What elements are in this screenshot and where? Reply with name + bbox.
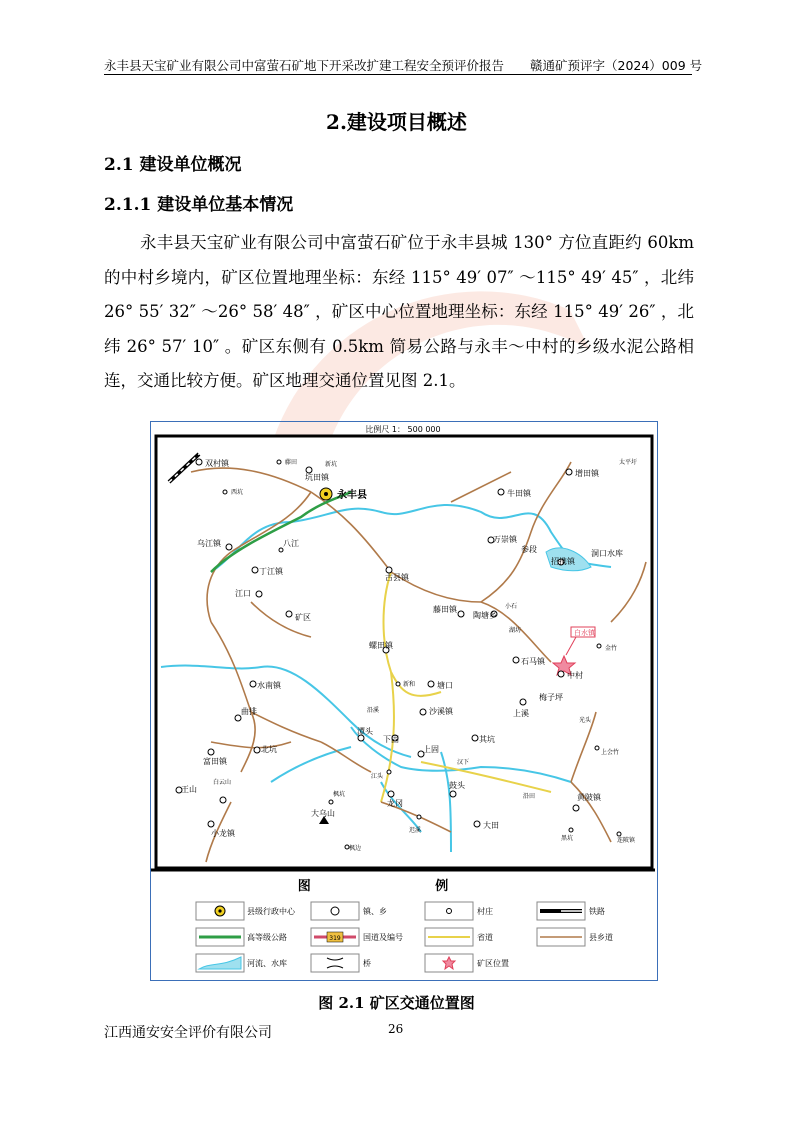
town-label: 江头 bbox=[371, 773, 384, 780]
town-label: 八江 bbox=[283, 539, 299, 548]
town-label: 小石 bbox=[505, 603, 518, 610]
legend-label: 县乡道 bbox=[589, 933, 613, 942]
town-label: 小龙镇 bbox=[211, 829, 235, 838]
legend-label: 国道及编号 bbox=[363, 933, 403, 942]
body-paragraph: 永丰县天宝矿业有限公司中富萤石矿位于永丰县城 130° 方位直距约 60km 的中村乡境内，矿区位置地理坐标：东经 115° 49′ 07″ ～115° 49′ 45″ ，北纬 26° 55′ 32″ ～26° 58′ 48″ ，矿区中心位置地理坐标：东经 115° 49′ 26″ ，北纬 26° 57′ 10″ 。矿区东侧有 0.5km 简易公路与永丰～中村的乡级水泥公路相连，交通比较方便。矿区地理交通位置见图 2.1。 bbox=[104, 233, 694, 390]
footer-company: 江西通安安全评价有限公司 bbox=[104, 1025, 272, 1041]
legend-label: 县级行政中心 bbox=[247, 907, 295, 916]
town-label: 新和 bbox=[403, 681, 416, 688]
subsection-title: 2.1.1 建设单位基本情况 bbox=[104, 195, 294, 215]
town-label: 塘口 bbox=[437, 681, 453, 690]
town-label: 陶塘乡 bbox=[473, 611, 497, 620]
town-label: 螺田镇 bbox=[369, 641, 393, 650]
legend-label: 桥 bbox=[363, 959, 371, 968]
header-rule bbox=[104, 74, 692, 75]
county-seat-marker bbox=[320, 488, 332, 500]
legend-label: 村庄 bbox=[477, 907, 493, 916]
town-label: 鼓头 bbox=[449, 781, 465, 790]
town-label: 中村 bbox=[567, 671, 583, 680]
town-label: 连陂镇 bbox=[617, 837, 636, 844]
town-label: 光头 bbox=[579, 717, 592, 724]
town-label: 潭头 bbox=[357, 727, 373, 736]
legend-title: 图 例 bbox=[297, 879, 509, 894]
town-label: 江口 bbox=[235, 589, 251, 598]
town-label: 白云山 bbox=[213, 779, 232, 786]
town-label: 上会竹 bbox=[601, 749, 620, 756]
header-doc-number: 赣通矿预评字（2024）009 号 bbox=[530, 58, 703, 73]
legend-label: 镇、乡 bbox=[363, 907, 387, 916]
town-label: 双村镇 bbox=[205, 459, 229, 468]
town-label: 富田镇 bbox=[203, 757, 227, 766]
town-label: 沿溪 bbox=[367, 707, 380, 714]
town-label: 西坑 bbox=[231, 489, 244, 496]
town-label: 乌江镇 bbox=[197, 539, 221, 548]
town-label: 金竹 bbox=[605, 645, 618, 652]
town-label: 枫坑 bbox=[333, 791, 346, 798]
town-label: 上溪 bbox=[513, 709, 529, 718]
legend-label: 铁路 bbox=[589, 907, 605, 916]
town-label: 下固 bbox=[383, 735, 399, 744]
town-label: 石马镇 bbox=[521, 657, 545, 666]
town-label: 古县镇 bbox=[385, 573, 409, 582]
town-label: 曲排 bbox=[241, 707, 257, 716]
legend-label: 河流、水库 bbox=[247, 959, 287, 968]
legend bbox=[196, 902, 613, 972]
section-title: 2.1 建设单位概况 bbox=[104, 155, 242, 175]
town-label: 万崇镇 bbox=[493, 535, 517, 544]
town-label: 大乌山 bbox=[311, 809, 335, 818]
town-label: 沙溪镇 bbox=[429, 707, 453, 716]
town-label: 太平圩 bbox=[619, 459, 638, 466]
town-label: 藤田 bbox=[285, 459, 298, 466]
town-label: 迟溪 bbox=[409, 827, 422, 834]
map-scale: 比例尺 1： 500 000 bbox=[365, 425, 441, 434]
town-label: 牛田镇 bbox=[507, 489, 531, 498]
town-label: 新坑 bbox=[325, 461, 338, 468]
town-label: 洞口水库 bbox=[591, 549, 623, 558]
town-label: 龙冈 bbox=[387, 799, 403, 808]
town-label: 水南镇 bbox=[257, 681, 281, 690]
town-label: 北坑 bbox=[261, 745, 277, 754]
town-label: 上固 bbox=[423, 745, 439, 754]
town-label: 湖坊 bbox=[509, 627, 522, 634]
mine-label: 白水镇 bbox=[574, 629, 595, 637]
town-label: 丁江镇 bbox=[259, 567, 283, 576]
town-label: 坑田镇 bbox=[305, 473, 329, 482]
county-label: 永丰县 bbox=[337, 490, 367, 501]
header-title: 永丰县天宝矿业有限公司中富萤石矿地下开采改扩建工程安全预评价报告 bbox=[104, 58, 505, 73]
legend-label: 矿区位置 bbox=[477, 959, 509, 968]
town-label: 梅子坪 bbox=[539, 693, 563, 702]
figure-caption: 图 2.1 矿区交通位置图 bbox=[318, 994, 475, 1012]
traffic-location-map bbox=[151, 422, 655, 978]
page-number: 26 bbox=[388, 1022, 404, 1036]
road-number: 319 bbox=[329, 935, 341, 942]
town-label: 汉下 bbox=[457, 759, 470, 766]
town-label: 招携镇 bbox=[551, 557, 575, 566]
legend-label: 高等级公路 bbox=[247, 933, 287, 942]
town-label: 增田镇 bbox=[575, 469, 599, 478]
town-label: 枫边 bbox=[349, 845, 362, 852]
town-label: 其坑 bbox=[479, 735, 495, 744]
town-label: 黑坑 bbox=[561, 835, 574, 842]
town-label: 沿田 bbox=[523, 793, 536, 800]
town-label: 矿区 bbox=[295, 613, 311, 622]
town-label: 王山 bbox=[181, 785, 197, 794]
chapter-title: 2.建设项目概述 bbox=[326, 110, 467, 134]
legend-label: 省道 bbox=[477, 933, 493, 942]
town-label: 大田 bbox=[483, 821, 499, 830]
town-label: 藤田镇 bbox=[433, 605, 457, 614]
town-label: 黄陂镇 bbox=[577, 793, 601, 802]
town-label: 参段 bbox=[521, 545, 537, 554]
